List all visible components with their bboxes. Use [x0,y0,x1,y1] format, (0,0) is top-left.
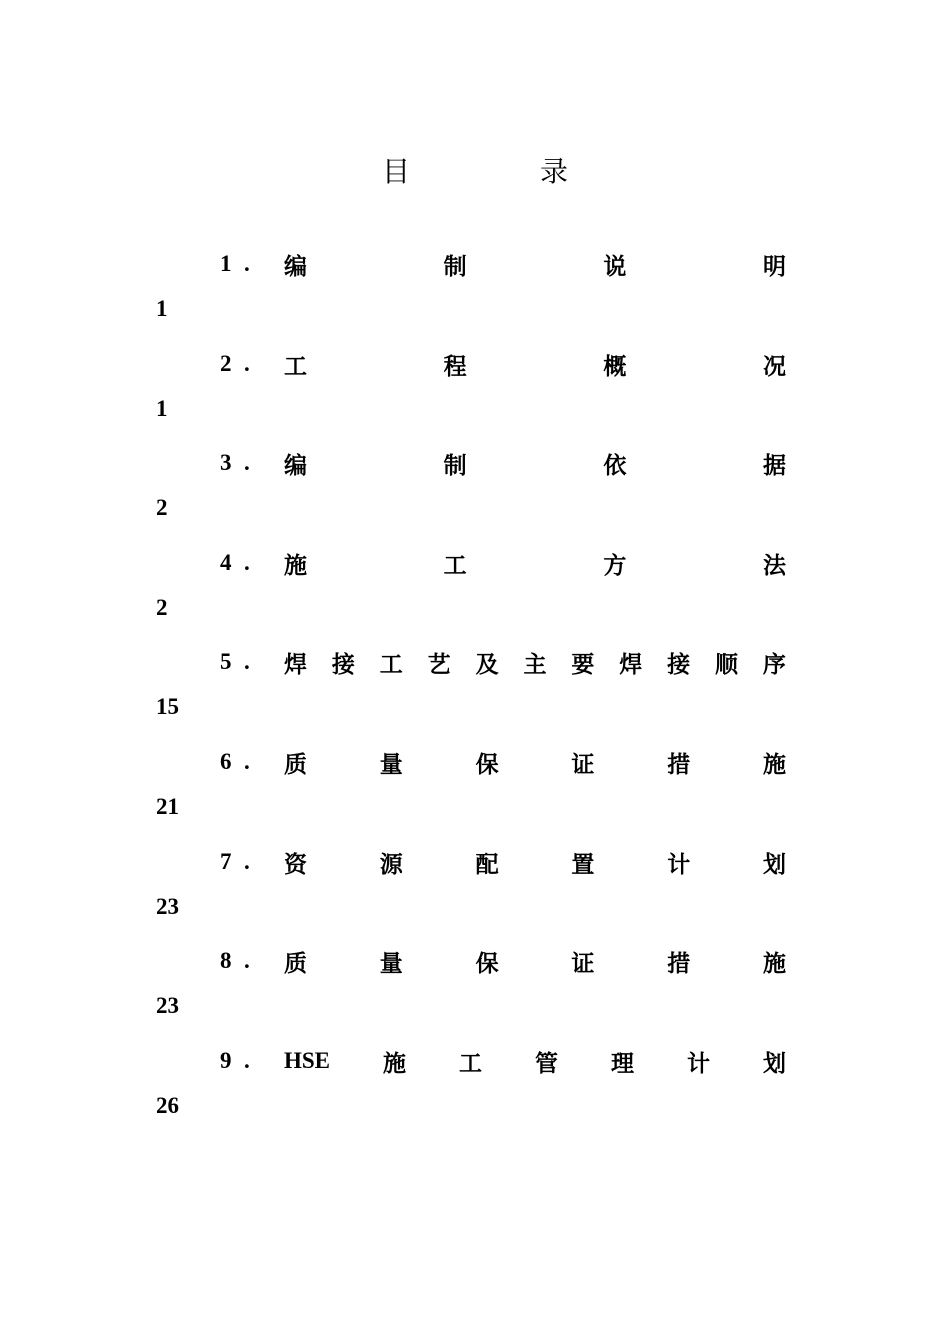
toc-entry-title-char: 计 [686,1049,710,1077]
toc-entry-heading [220,746,786,778]
toc-entry-title-char: 划 [762,1049,786,1077]
toc-entry-number: 9 [220,1048,232,1073]
title-char: 目 [382,155,411,188]
toc-entry-page-number: 1 [156,296,168,321]
toc-entry-title-char: HSE [284,1048,331,1073]
toc-entry-number: 5 [220,649,232,674]
toc-entry-title-char: 主 [523,650,547,678]
toc-entry-number: 1 [220,251,232,276]
toc-entry-title-char: 量 [379,949,403,977]
toc-entry-number: 8 [220,948,232,973]
toc-entry-number: 2 [220,351,232,376]
toc-entry-title-char: 要 [571,650,595,678]
toc-entry-separator: . [244,351,250,376]
toc-entry[interactable] [0,447,950,547]
toc-entry-title-char: 接 [331,650,355,678]
toc-entry-title-char: 划 [762,850,786,878]
toc-entry-heading [220,646,786,678]
toc-entry-title-char: 明 [762,252,786,280]
toc-entry-title-char: 况 [762,352,786,380]
toc-entry-title-char: 管 [534,1049,558,1077]
toc-entry-title-char: 施 [284,551,307,579]
toc-entry-title-char: 方 [603,551,627,579]
toc-entry-page-number: 23 [156,894,179,919]
toc-entry-title [284,547,786,580]
toc-entry-title-char: 法 [762,551,786,579]
toc-entry-heading [220,945,786,977]
toc-entry-title-char: 配 [475,850,499,878]
toc-entry-title-char: 措 [667,750,691,778]
toc-entry-title-char: 编 [284,252,307,280]
toc-entry-title-char: 概 [603,352,627,380]
toc-entry-number: 4 [220,550,232,575]
toc-entry-title-char: 质 [284,949,307,977]
toc-entry-title-char: 施 [762,949,786,977]
toc-entry-page-number: 23 [156,993,179,1018]
toc-entry-separator: . [244,550,250,575]
toc-entry-title-char: 焊 [619,650,643,678]
toc-entry[interactable] [0,945,950,1045]
toc-entry-title-char: 保 [475,949,499,977]
toc-entry-title-char: 艺 [427,650,451,678]
toc-entry-title-char: 制 [443,451,467,479]
toc-entry-number: 7 [220,849,232,874]
toc-entry-title-char: 工 [379,650,403,678]
toc-entry-title-char: 说 [603,252,627,280]
toc-entry-separator: . [244,1048,250,1073]
toc-entry-title-char: 质 [284,750,307,778]
toc-entry[interactable] [0,547,950,647]
toc-entry-title [284,1045,786,1078]
toc-entry-title-char: 证 [571,949,595,977]
toc-entry[interactable] [0,646,950,746]
toc-entry-heading [220,248,786,280]
toc-entry-separator: . [244,649,250,674]
toc-entry-title-char: 证 [571,750,595,778]
toc-entry-page-number: 26 [156,1093,179,1118]
toc-entry-title-char: 程 [443,352,467,380]
toc-entry-title-char: 焊 [284,650,307,678]
toc-entry-title-char: 资 [284,850,307,878]
toc-entry-page-number: 2 [156,495,168,520]
toc-entry[interactable] [0,348,950,448]
toc-entry-page-number: 2 [156,595,168,620]
title-char: 录 [540,155,569,188]
toc-entry-separator: . [244,251,250,276]
toc-entry-page-number: 15 [156,694,179,719]
toc-entry-title-char: 工 [459,1049,482,1077]
toc-entry-page-number: 21 [156,794,179,819]
toc-entry-heading [220,846,786,878]
toc-entry-title-char: 据 [762,451,786,479]
toc-entry-title-char: 制 [443,252,467,280]
toc-entry-separator: . [244,749,250,774]
toc-entry-title-char: 施 [762,750,786,778]
toc-entry-title-char: 计 [667,850,691,878]
toc-entry-title-char: 量 [379,750,403,778]
toc-entry-title [284,846,786,879]
toc-entry-heading [220,348,786,380]
toc-entry-title-char: 依 [603,451,627,479]
toc-entry-title [284,646,786,679]
toc-entry-title [284,746,786,779]
toc-entry-separator: . [244,948,250,973]
toc-entry[interactable] [0,846,950,946]
toc-entry[interactable] [0,248,950,348]
toc-entry-title-char: 置 [571,850,595,878]
toc-entry-title-char: 顺 [715,650,739,678]
toc-entry-page-number: 1 [156,396,168,421]
toc-entry-title [284,248,786,281]
toc-entry-heading [220,547,786,579]
toc-entry-title [284,447,786,480]
toc-entry-title-char: 施 [383,1049,407,1077]
toc-entry-number: 3 [220,450,232,475]
toc-entry-title-char: 理 [610,1049,634,1077]
toc-entry-title-char: 工 [443,551,467,579]
toc-entry[interactable] [0,1045,950,1145]
toc-entry-title-char: 保 [475,750,499,778]
toc-entry-number: 6 [220,749,232,774]
toc-entry[interactable] [0,746,950,846]
toc-entry-title-char: 编 [284,451,307,479]
toc-entry-separator: . [244,450,250,475]
toc-entry-title [284,348,786,381]
toc-entry-title-char: 序 [762,650,786,678]
toc-entry-title [284,945,786,978]
toc-entry-heading [220,447,786,479]
toc-entry-title-char: 及 [475,650,499,678]
toc-entry-separator: . [244,849,250,874]
toc-entry-title-char: 源 [379,850,403,878]
toc-entry-title-char: 接 [667,650,691,678]
toc-entry-title-char: 工 [284,352,307,380]
toc-entry-title-char: 措 [667,949,691,977]
toc-entry-heading [220,1045,786,1077]
